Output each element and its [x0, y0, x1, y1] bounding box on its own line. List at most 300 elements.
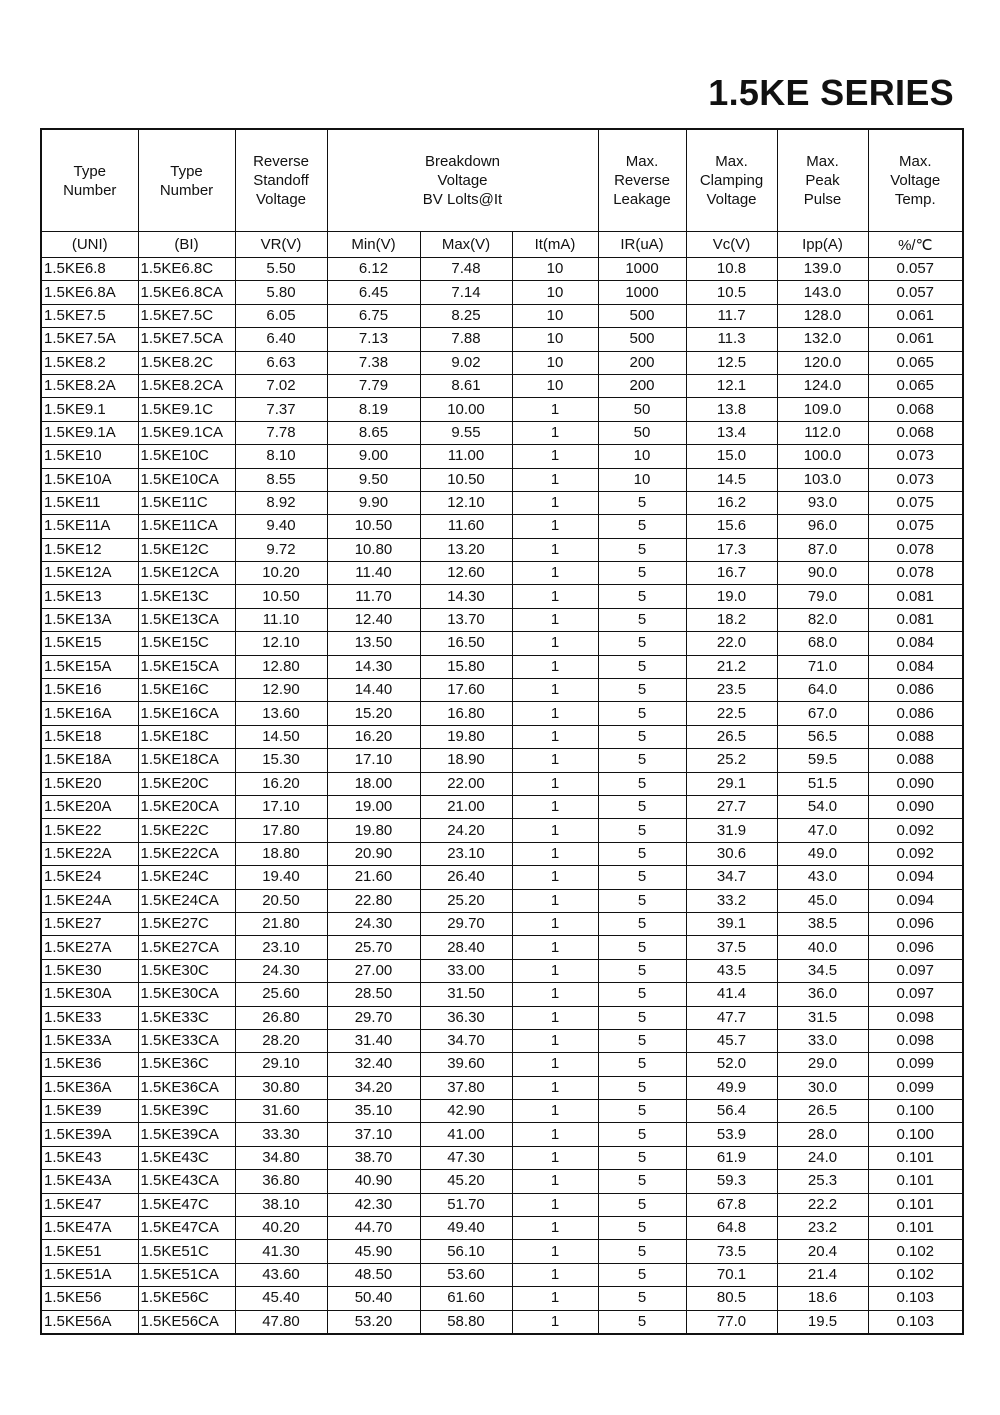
- table-cell: 1: [512, 1100, 598, 1123]
- table-cell: 11.60: [420, 515, 512, 538]
- table-cell: 1.5KE33: [41, 1006, 138, 1029]
- table-cell: 29.10: [235, 1053, 327, 1076]
- table-cell: 1.5KE15C: [138, 632, 235, 655]
- table-cell: 47.7: [686, 1006, 777, 1029]
- table-cell: 79.0: [777, 585, 868, 608]
- table-cell: 52.0: [686, 1053, 777, 1076]
- table-cell: 13.50: [327, 632, 420, 655]
- table-cell: 1.5KE12: [41, 538, 138, 561]
- table-cell: 1.5KE43C: [138, 1146, 235, 1169]
- table-cell: 1: [512, 1193, 598, 1216]
- table-cell: 12.40: [327, 608, 420, 631]
- table-cell: 1.5KE22CA: [138, 842, 235, 865]
- table-cell: 10: [598, 468, 686, 491]
- table-cell: 1.5KE36A: [41, 1076, 138, 1099]
- table-cell: 9.90: [327, 491, 420, 514]
- table-cell: 0.073: [868, 445, 963, 468]
- table-cell: 53.20: [327, 1310, 420, 1334]
- table-cell: 0.101: [868, 1217, 963, 1240]
- table-cell: 5: [598, 749, 686, 772]
- table-cell: 18.2: [686, 608, 777, 631]
- table-cell: 1.5KE8.2: [41, 351, 138, 374]
- table-cell: 6.75: [327, 304, 420, 327]
- table-cell: 5: [598, 585, 686, 608]
- table-cell: 23.2: [777, 1217, 868, 1240]
- table-cell: 49.9: [686, 1076, 777, 1099]
- table-cell: 1: [512, 608, 598, 631]
- table-cell: 103.0: [777, 468, 868, 491]
- table-body: [41, 258, 963, 1334]
- table-cell: 21.60: [327, 866, 420, 889]
- table-cell: 27.00: [327, 959, 420, 982]
- unit-cell: Min(V): [327, 232, 420, 258]
- table-cell: 0.068: [868, 398, 963, 421]
- table-cell: 0.075: [868, 515, 963, 538]
- table-cell: 1.5KE12A: [41, 562, 138, 585]
- table-row: [41, 1006, 963, 1029]
- table-cell: 5: [598, 842, 686, 865]
- table-row: [41, 398, 963, 421]
- table-cell: 34.20: [327, 1076, 420, 1099]
- table-cell: 0.103: [868, 1287, 963, 1310]
- table-cell: 1.5KE43: [41, 1146, 138, 1169]
- table-cell: 0.098: [868, 1006, 963, 1029]
- table-cell: 0.092: [868, 819, 963, 842]
- table-cell: 10: [512, 304, 598, 327]
- table-cell: 0.078: [868, 562, 963, 585]
- table-cell: 0.078: [868, 538, 963, 561]
- table-cell: 45.40: [235, 1287, 327, 1310]
- table-cell: 5: [598, 1146, 686, 1169]
- table-cell: 1.5KE18A: [41, 749, 138, 772]
- table-cell: 0.101: [868, 1170, 963, 1193]
- table-row: [41, 1029, 963, 1052]
- table-cell: 10.00: [420, 398, 512, 421]
- table-cell: 5: [598, 912, 686, 935]
- table-cell: 1.5KE56A: [41, 1310, 138, 1334]
- table-cell: 1: [512, 538, 598, 561]
- table-cell: 45.90: [327, 1240, 420, 1263]
- table-cell: 1.5KE13C: [138, 585, 235, 608]
- table-cell: 71.0: [777, 655, 868, 678]
- table-cell: 12.5: [686, 351, 777, 374]
- table-cell: 73.5: [686, 1240, 777, 1263]
- table-cell: 7.78: [235, 421, 327, 444]
- table-cell: 15.30: [235, 749, 327, 772]
- table-cell: 25.70: [327, 936, 420, 959]
- table-cell: 15.6: [686, 515, 777, 538]
- table-cell: 1: [512, 866, 598, 889]
- table-cell: 30.80: [235, 1076, 327, 1099]
- table-cell: 0.088: [868, 725, 963, 748]
- table-cell: 13.70: [420, 608, 512, 631]
- table-cell: 7.88: [420, 328, 512, 351]
- table-cell: 1: [512, 1029, 598, 1052]
- table-cell: 37.10: [327, 1123, 420, 1146]
- table-cell: 33.30: [235, 1123, 327, 1146]
- table-cell: 1.5KE33A: [41, 1029, 138, 1052]
- table-cell: 32.40: [327, 1053, 420, 1076]
- table-cell: 24.30: [327, 912, 420, 935]
- table-row: [41, 889, 963, 912]
- table-cell: 16.7: [686, 562, 777, 585]
- table-cell: 5: [598, 819, 686, 842]
- table-cell: 1.5KE6.8C: [138, 258, 235, 281]
- table-cell: 13.20: [420, 538, 512, 561]
- table-cell: 7.79: [327, 374, 420, 397]
- table-cell: 1.5KE24C: [138, 866, 235, 889]
- table-cell: 9.40: [235, 515, 327, 538]
- table-cell: 47.30: [420, 1146, 512, 1169]
- table-row: [41, 795, 963, 818]
- table-cell: 1.5KE51C: [138, 1240, 235, 1263]
- table-cell: 1: [512, 702, 598, 725]
- table-cell: 1.5KE9.1A: [41, 421, 138, 444]
- table-cell: 39.60: [420, 1053, 512, 1076]
- table-cell: 53.9: [686, 1123, 777, 1146]
- table-cell: 0.103: [868, 1310, 963, 1334]
- table-cell: 1: [512, 749, 598, 772]
- table-row: [41, 1100, 963, 1123]
- table-row: [41, 328, 963, 351]
- table-cell: 1.5KE15CA: [138, 655, 235, 678]
- table-cell: 49.40: [420, 1217, 512, 1240]
- table-cell: 1.5KE20: [41, 772, 138, 795]
- table-cell: 13.60: [235, 702, 327, 725]
- table-cell: 132.0: [777, 328, 868, 351]
- table-cell: 0.068: [868, 421, 963, 444]
- table-row: [41, 351, 963, 374]
- table-row: [41, 1123, 963, 1146]
- table-cell: 51.70: [420, 1193, 512, 1216]
- table-cell: 18.90: [420, 749, 512, 772]
- table-cell: 10: [598, 445, 686, 468]
- table-cell: 5: [598, 1287, 686, 1310]
- table-cell: 25.60: [235, 983, 327, 1006]
- table-cell: 5: [598, 702, 686, 725]
- table-cell: 0.102: [868, 1263, 963, 1286]
- table-cell: 29.1: [686, 772, 777, 795]
- table-cell: 1.5KE30A: [41, 983, 138, 1006]
- table-cell: 500: [598, 304, 686, 327]
- table-cell: 1.5KE8.2A: [41, 374, 138, 397]
- table-cell: 1.5KE11: [41, 491, 138, 514]
- table-row: [41, 374, 963, 397]
- table-cell: 40.20: [235, 1217, 327, 1240]
- table-cell: 31.60: [235, 1100, 327, 1123]
- table-cell: 1.5KE47C: [138, 1193, 235, 1216]
- table-cell: 1.5KE13: [41, 585, 138, 608]
- table-cell: 16.20: [327, 725, 420, 748]
- table-cell: 67.0: [777, 702, 868, 725]
- table-cell: 10.5: [686, 281, 777, 304]
- table-cell: 28.40: [420, 936, 512, 959]
- table-cell: 14.30: [420, 585, 512, 608]
- table-cell: 1.5KE36CA: [138, 1076, 235, 1099]
- spec-table: [40, 128, 964, 1335]
- table-cell: 51.5: [777, 772, 868, 795]
- table-row: [41, 772, 963, 795]
- table-cell: 14.30: [327, 655, 420, 678]
- table-cell: 1.5KE16A: [41, 702, 138, 725]
- table-cell: 1.5KE39A: [41, 1123, 138, 1146]
- table-cell: 1.5KE24A: [41, 889, 138, 912]
- table-cell: 17.10: [235, 795, 327, 818]
- table-cell: 42.30: [327, 1193, 420, 1216]
- table-cell: 40.90: [327, 1170, 420, 1193]
- table-cell: 1.5KE27: [41, 912, 138, 935]
- table-cell: 1.5KE39C: [138, 1100, 235, 1123]
- table-cell: 8.92: [235, 491, 327, 514]
- table-cell: 29.70: [420, 912, 512, 935]
- table-cell: 38.10: [235, 1193, 327, 1216]
- table-cell: 0.061: [868, 304, 963, 327]
- table-cell: 6.12: [327, 258, 420, 281]
- table-cell: 1: [512, 585, 598, 608]
- table-cell: 1.5KE7.5C: [138, 304, 235, 327]
- table-row: [41, 1310, 963, 1334]
- unit-cell: %/℃: [868, 232, 963, 258]
- table-cell: 5: [598, 679, 686, 702]
- table-row: [41, 679, 963, 702]
- table-cell: 1: [512, 725, 598, 748]
- table-row: [41, 725, 963, 748]
- table-cell: 128.0: [777, 304, 868, 327]
- table-cell: 5: [598, 655, 686, 678]
- table-cell: 23.10: [420, 842, 512, 865]
- table-cell: 1.5KE11A: [41, 515, 138, 538]
- table-row: [41, 468, 963, 491]
- table-cell: 1.5KE43CA: [138, 1170, 235, 1193]
- table-cell: 61.9: [686, 1146, 777, 1169]
- table-row: [41, 1053, 963, 1076]
- table-cell: 1.5KE39: [41, 1100, 138, 1123]
- table-cell: 64.0: [777, 679, 868, 702]
- table-row: [41, 515, 963, 538]
- table-cell: 7.02: [235, 374, 327, 397]
- table-cell: 34.80: [235, 1146, 327, 1169]
- table-cell: 11.3: [686, 328, 777, 351]
- table-row: [41, 983, 963, 1006]
- table-cell: 10.20: [235, 562, 327, 585]
- table-cell: 1: [512, 1240, 598, 1263]
- table-cell: 1.5KE15A: [41, 655, 138, 678]
- table-cell: 7.38: [327, 351, 420, 374]
- table-cell: 1: [512, 795, 598, 818]
- table-cell: 6.63: [235, 351, 327, 374]
- table-cell: 8.10: [235, 445, 327, 468]
- table-cell: 10.50: [235, 585, 327, 608]
- table-cell: 50.40: [327, 1287, 420, 1310]
- table-row: [41, 258, 963, 281]
- table-cell: 1.5KE56: [41, 1287, 138, 1310]
- table-cell: 5: [598, 1123, 686, 1146]
- table-cell: 5: [598, 515, 686, 538]
- table-cell: 1.5KE18C: [138, 725, 235, 748]
- table-cell: 6.05: [235, 304, 327, 327]
- table-row: [41, 1146, 963, 1169]
- table-cell: 1.5KE27C: [138, 912, 235, 935]
- table-row: [41, 632, 963, 655]
- table-cell: 67.8: [686, 1193, 777, 1216]
- table-cell: 25.2: [686, 749, 777, 772]
- table-cell: 1.5KE6.8A: [41, 281, 138, 304]
- table-cell: 23.5: [686, 679, 777, 702]
- table-cell: 1: [512, 421, 598, 444]
- table-cell: 11.40: [327, 562, 420, 585]
- table-cell: 1: [512, 632, 598, 655]
- table-cell: 30.0: [777, 1076, 868, 1099]
- table-cell: 93.0: [777, 491, 868, 514]
- table-cell: 1.5KE51CA: [138, 1263, 235, 1286]
- table-cell: 8.61: [420, 374, 512, 397]
- table-cell: 29.70: [327, 1006, 420, 1029]
- table-cell: 36.30: [420, 1006, 512, 1029]
- table-cell: 8.65: [327, 421, 420, 444]
- table-cell: 28.20: [235, 1029, 327, 1052]
- table-cell: 1.5KE30CA: [138, 983, 235, 1006]
- table-cell: 12.1: [686, 374, 777, 397]
- table-cell: 53.60: [420, 1263, 512, 1286]
- table-cell: 58.80: [420, 1310, 512, 1334]
- table-cell: 0.098: [868, 1029, 963, 1052]
- table-cell: 1.5KE10: [41, 445, 138, 468]
- table-cell: 0.084: [868, 632, 963, 655]
- table-row: [41, 1287, 963, 1310]
- table-cell: 50: [598, 398, 686, 421]
- header-type-bi: Type Number: [138, 129, 235, 232]
- table-cell: 27.7: [686, 795, 777, 818]
- table-cell: 0.096: [868, 936, 963, 959]
- table-cell: 17.60: [420, 679, 512, 702]
- table-cell: 1.5KE22C: [138, 819, 235, 842]
- table-cell: 12.10: [235, 632, 327, 655]
- table-cell: 12.80: [235, 655, 327, 678]
- table-cell: 26.5: [777, 1100, 868, 1123]
- table-cell: 1: [512, 1310, 598, 1334]
- table-cell: 1.5KE9.1C: [138, 398, 235, 421]
- table-cell: 1: [512, 983, 598, 1006]
- table-cell: 68.0: [777, 632, 868, 655]
- table-cell: 56.5: [777, 725, 868, 748]
- unit-cell: (BI): [138, 232, 235, 258]
- table-cell: 45.0: [777, 889, 868, 912]
- table-cell: 0.102: [868, 1240, 963, 1263]
- table-cell: 139.0: [777, 258, 868, 281]
- table-row: [41, 1170, 963, 1193]
- table-cell: 1.5KE22A: [41, 842, 138, 865]
- table-cell: 1: [512, 1053, 598, 1076]
- table-cell: 1.5KE51: [41, 1240, 138, 1263]
- table-cell: 34.7: [686, 866, 777, 889]
- table-cell: 1.5KE27CA: [138, 936, 235, 959]
- table-cell: 1: [512, 655, 598, 678]
- table-cell: 0.088: [868, 749, 963, 772]
- table-cell: 5: [598, 1263, 686, 1286]
- header-leakage: Max. Reverse Leakage: [598, 129, 686, 232]
- table-cell: 36.0: [777, 983, 868, 1006]
- table-row: [41, 912, 963, 935]
- table-cell: 10.8: [686, 258, 777, 281]
- table-cell: 14.40: [327, 679, 420, 702]
- table-cell: 1: [512, 1217, 598, 1240]
- table-row: [41, 1076, 963, 1099]
- table-cell: 19.0: [686, 585, 777, 608]
- table-cell: 1.5KE15: [41, 632, 138, 655]
- table-cell: 1: [512, 468, 598, 491]
- table-cell: 17.80: [235, 819, 327, 842]
- header-temp: Max. Voltage Temp.: [868, 129, 963, 232]
- table-cell: 10.80: [327, 538, 420, 561]
- table-cell: 18.6: [777, 1287, 868, 1310]
- table-cell: 5.80: [235, 281, 327, 304]
- table-cell: 12.90: [235, 679, 327, 702]
- table-cell: 21.00: [420, 795, 512, 818]
- table-row: [41, 562, 963, 585]
- table-cell: 0.100: [868, 1123, 963, 1146]
- table-cell: 1.5KE51A: [41, 1263, 138, 1286]
- table-cell: 1.5KE11CA: [138, 515, 235, 538]
- table-cell: 1.5KE9.1: [41, 398, 138, 421]
- table-cell: 64.8: [686, 1217, 777, 1240]
- table-cell: 0.057: [868, 281, 963, 304]
- table-cell: 5: [598, 562, 686, 585]
- table-cell: 0.073: [868, 468, 963, 491]
- table-cell: 1: [512, 515, 598, 538]
- table-cell: 5: [598, 1076, 686, 1099]
- table-cell: 1.5KE6.8CA: [138, 281, 235, 304]
- table-cell: 0.096: [868, 912, 963, 935]
- unit-cell: IR(uA): [598, 232, 686, 258]
- table-cell: 1.5KE20A: [41, 795, 138, 818]
- table-cell: 0.084: [868, 655, 963, 678]
- table-cell: 1: [512, 491, 598, 514]
- table-cell: 5: [598, 866, 686, 889]
- table-cell: 6.40: [235, 328, 327, 351]
- table-cell: 0.100: [868, 1100, 963, 1123]
- table-cell: 22.80: [327, 889, 420, 912]
- table-row: [41, 702, 963, 725]
- table-cell: 1.5KE20CA: [138, 795, 235, 818]
- table-cell: 1000: [598, 281, 686, 304]
- table-cell: 1.5KE13CA: [138, 608, 235, 631]
- table-row: [41, 842, 963, 865]
- table-cell: 1: [512, 936, 598, 959]
- table-cell: 10.50: [420, 468, 512, 491]
- table-cell: 1.5KE56C: [138, 1287, 235, 1310]
- table-cell: 1.5KE56CA: [138, 1310, 235, 1334]
- table-cell: 5: [598, 491, 686, 514]
- table-cell: 5.50: [235, 258, 327, 281]
- table-row: [41, 1217, 963, 1240]
- table-cell: 10: [512, 374, 598, 397]
- table-cell: 26.5: [686, 725, 777, 748]
- table-cell: 11.10: [235, 608, 327, 631]
- table-cell: 16.20: [235, 772, 327, 795]
- table-cell: 24.0: [777, 1146, 868, 1169]
- table-cell: 109.0: [777, 398, 868, 421]
- table-cell: 11.7: [686, 304, 777, 327]
- table-cell: 1.5KE12C: [138, 538, 235, 561]
- table-cell: 21.80: [235, 912, 327, 935]
- header-peak: Max. Peak Pulse: [777, 129, 868, 232]
- table-cell: 5: [598, 1029, 686, 1052]
- table-cell: 0.092: [868, 842, 963, 865]
- table-cell: 15.80: [420, 655, 512, 678]
- table-cell: 1.5KE8.2CA: [138, 374, 235, 397]
- table-cell: 31.40: [327, 1029, 420, 1052]
- header-breakdown: Breakdown Voltage BV Lolts@It: [327, 129, 598, 232]
